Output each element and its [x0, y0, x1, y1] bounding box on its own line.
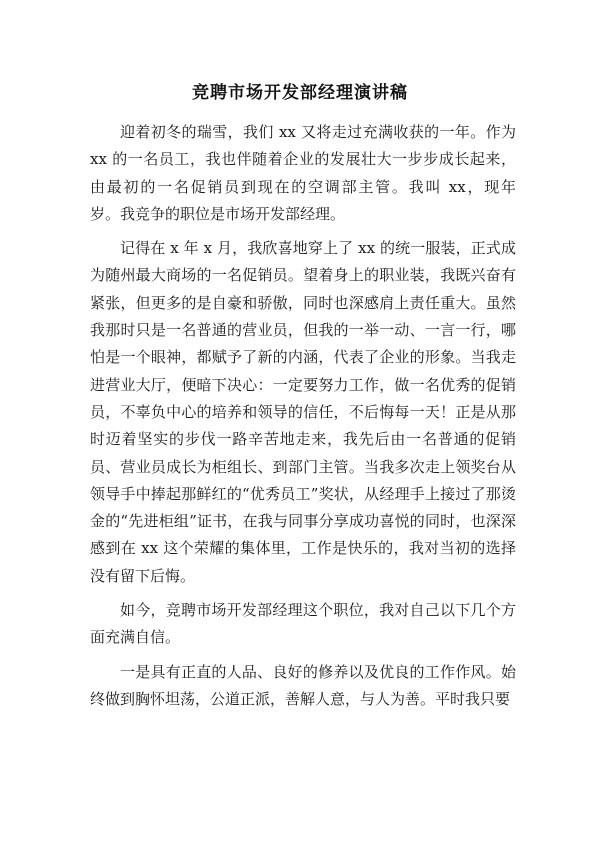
document-title: 竞聘市场开发部经理演讲稿	[192, 83, 408, 103]
paragraph-history: 记得在 x 年 x 月，我欣喜地穿上了 xx 的统一服装，正式成为随州最大商场的一名促销员。望着身上的职业装，我既兴奋有紧张，但更多的是自豪和骄傲，同时也深感肩上责任重大。虽然我那时只是一名普通的营业员，但我的一举一动、一言一行，哪怕是一个眼神，都赋予了新的内涵，代表了企业的形象。当我走进营业大厅，便暗下决心：一定要努力工作，做一名优秀的促销员，不辜负中心的培养和领导的信任，不后悔每一天！正是从那时迈着坚实的步伐一路辛苦地走来，我先后由一名普通的促销员、营业员成长为柜组长、到部门主管。当我多次走上领奖台从领导手中捧起那鲜红的“优秀员工”奖状，从经理手上接过了那烫金的“先进柜组”证书，在我与同事分享成功喜悦的同时，也深深感到在 xx 这个荣耀的集体里，工作是快乐的，我对当初的选择没有留下后悔。	[90, 239, 516, 585]
document-body	[90, 119, 532, 720]
paragraph-confidence: 如今，竞聘市场开发部经理这个职位，我对自己以下几个方面充满自信。	[90, 601, 516, 647]
paragraph-intro: 迎着初冬的瑞雪，我们 xx 又将走过充满收获的一年。作为 xx 的一名员工，我也伴随着企业的发展壮大一步步成长起来，由最初的一名促销员到现在的空调部主管。我叫 xx，现年 岁。我竞争的职位是市场开发部经理。	[90, 123, 532, 223]
paragraph-point-one: 一是具有正直的人品、良好的修养以及优良的工作作风。始终做到胸怀坦荡，公道正派，善解人意，与人为善。平时我只要	[90, 662, 516, 708]
